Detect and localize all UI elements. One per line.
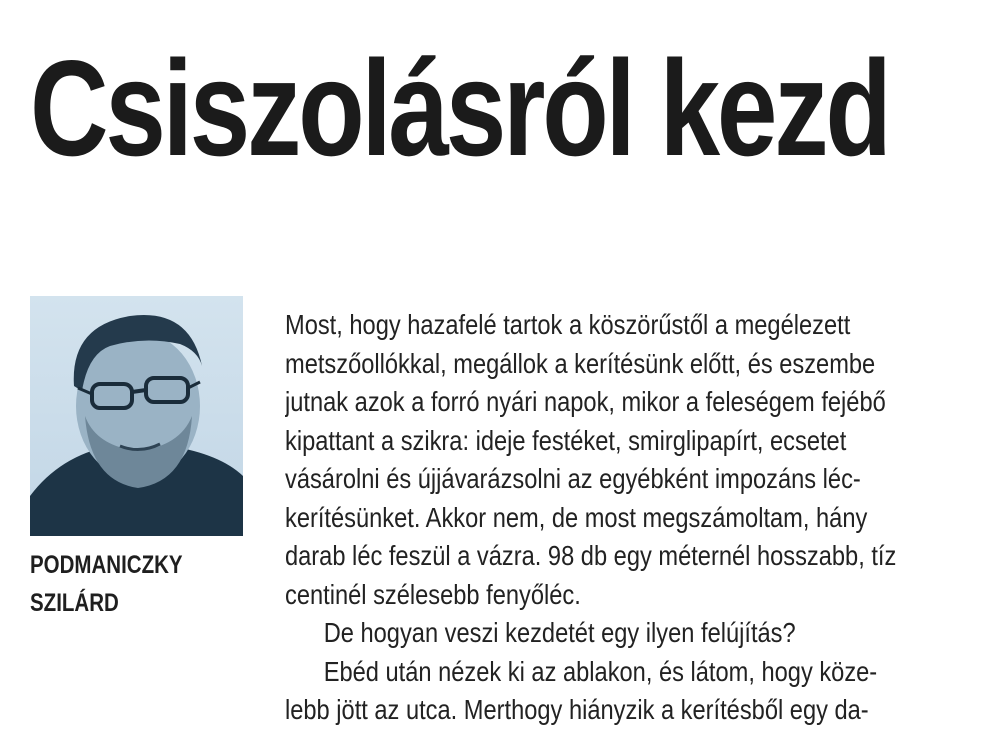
body-line: jutnak azok a forró nyári napok, mikor a feleségem fejébő <box>285 386 886 417</box>
body-line: De hogyan veszi kezdetét egy ilyen felújítás? <box>323 617 796 648</box>
body-line: Most, hogy hazafelé tartok a köszörűstől a megélezett <box>285 309 851 340</box>
body-line: Ebéd után nézek ki az ablakon, és látom, hogy köze- <box>323 655 878 687</box>
article-headline: Csiszolásról kezd <box>30 32 889 184</box>
article-body <box>285 306 1000 743</box>
body-line: lebb jött az utca. Merthogy hiányzik a kerítésből egy da- <box>285 694 869 725</box>
body-line: vásárolni és újjávarázsolni az egyébként impozáns léc- <box>285 463 861 494</box>
body-line: darab léc feszül a vázra. 98 db egy méternél hosszabb, tíz <box>285 540 897 571</box>
author-byline <box>30 546 227 622</box>
author-first-name: PODMANICZKY <box>30 551 183 579</box>
author-photo <box>30 296 243 536</box>
body-line: kerítésünket. Akkor nem, de most megszámoltam, hány <box>285 501 868 533</box>
body-line: centinél szélesebb fenyőléc. <box>285 578 581 610</box>
body-line: metszőollókkal, megállok a kerítésünk előtt, és eszembe <box>285 347 876 379</box>
body-line: kipattant a szikra: ideje festéket, smirglipapírt, ecsetet <box>285 424 847 456</box>
author-last-name: SZILÁRD <box>30 589 119 617</box>
